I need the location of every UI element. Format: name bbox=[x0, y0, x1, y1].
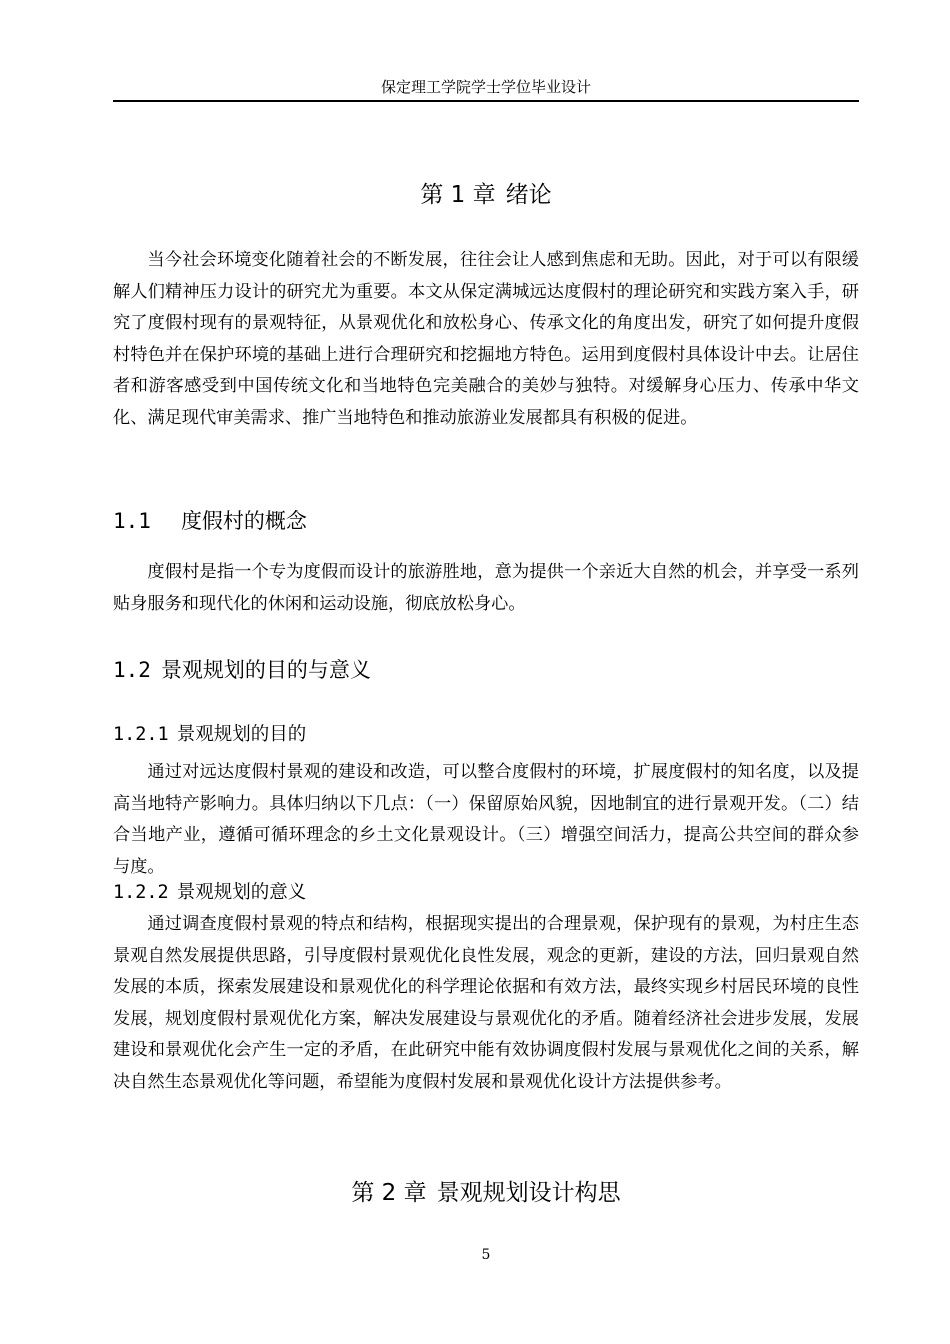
chapter-2-number: 第 2 章 bbox=[351, 1180, 427, 1206]
section-1-2-2-heading bbox=[113, 880, 859, 906]
chapter-2-title bbox=[113, 1178, 859, 1208]
section-1-2-title: 景观规划的目的与意义 bbox=[160, 658, 371, 682]
chapter-1-number: 第 1 章 bbox=[420, 182, 496, 208]
section-1-2-1-heading bbox=[113, 722, 859, 748]
section-1-2-2-title: 景观规划的意义 bbox=[176, 882, 307, 903]
section-1-2-2-number: 1.2.2 bbox=[113, 882, 169, 903]
header-rule bbox=[113, 100, 859, 102]
section-1-2-number: 1.2 bbox=[113, 658, 151, 682]
section-1-1-heading bbox=[113, 507, 859, 535]
section-1-2-1-title: 景观规划的目的 bbox=[176, 724, 307, 745]
running-header: 保定理工学院学士学位毕业设计 bbox=[380, 78, 591, 96]
section-1-1-title: 度假村的概念 bbox=[180, 509, 307, 533]
chapter-1-title bbox=[113, 180, 859, 210]
section-1-2-2-paragraph: 通过调查度假村景观的特点和结构，根据现实提出的合理景观，保护现有的景观，为村庄生态景观自然发展提供思路，引导度假村景观优化良性发展，观念的更新，建设的方法，回归景观自然发展的本质，探索发展建设和景观优化的科学理论依据和有效方法，最终实现乡村居民环境的良性发展，规划度假村景观优化方案，解决发展建设与景观优化的矛盾。随着经济社会进步发展，发展建设和景观优化会产生一定的矛盾，在此研究中能有效协调度假村发展与景观优化之间的关系，解决自然生态景观优化等问题，希望能为度假村发展和景观优化设计方法提供参考。 bbox=[113, 914, 859, 1092]
section-1-2-heading bbox=[113, 656, 859, 684]
section-1-1-paragraph: 度假村是指一个专为度假而设计的旅游胜地，意为提供一个亲近大自然的机会，并享受一系列贴身服务和现代化的休闲和运动设施，彻底放松身心。 bbox=[113, 562, 859, 614]
section-1-2-1-paragraph: 通过对远达度假村景观的建设和改造，可以整合度假村的环境，扩展度假村的知名度，以及提高当地特产影响力。具体归纳以下几点：（一）保留原始风貌，因地制宜的进行景观开发。（二）结合当地产业，遵循可循环理念的乡土文化景观设计。（三）增强空间活力，提高公共空间的群众参与度。 bbox=[113, 762, 859, 877]
section-1-2-1-number: 1.2.1 bbox=[113, 724, 169, 745]
section-1-1-number: 1.1 bbox=[113, 509, 151, 533]
chapter-1-name: 绪论 bbox=[505, 182, 552, 208]
page-number: 5 bbox=[481, 1247, 491, 1263]
intro-paragraph: 当今社会环境变化随着社会的不断发展，往往会让人感到焦虑和无助。因此，对于可以有限缓解人们精神压力设计的研究尤为重要。本文从保定满城远达度假村的理论研究和实践方案入手，研究了度假村现有的景观特征，从景观优化和放松身心、传承文化的角度出发，研究了如何提升度假村特色并在保护环境的基础上进行合理研究和挖掘地方特色。运用到度假村具体设计中去。让居住者和游客感受到中国传统文化和当地特色完美融合的美妙与独特。对缓解身心压力、传承中华文化、满足现代审美需求、推广当地特色和推动旅游业发展都具有积极的促进。 bbox=[113, 250, 859, 428]
chapter-2-name: 景观规划设计构思 bbox=[436, 1180, 621, 1206]
